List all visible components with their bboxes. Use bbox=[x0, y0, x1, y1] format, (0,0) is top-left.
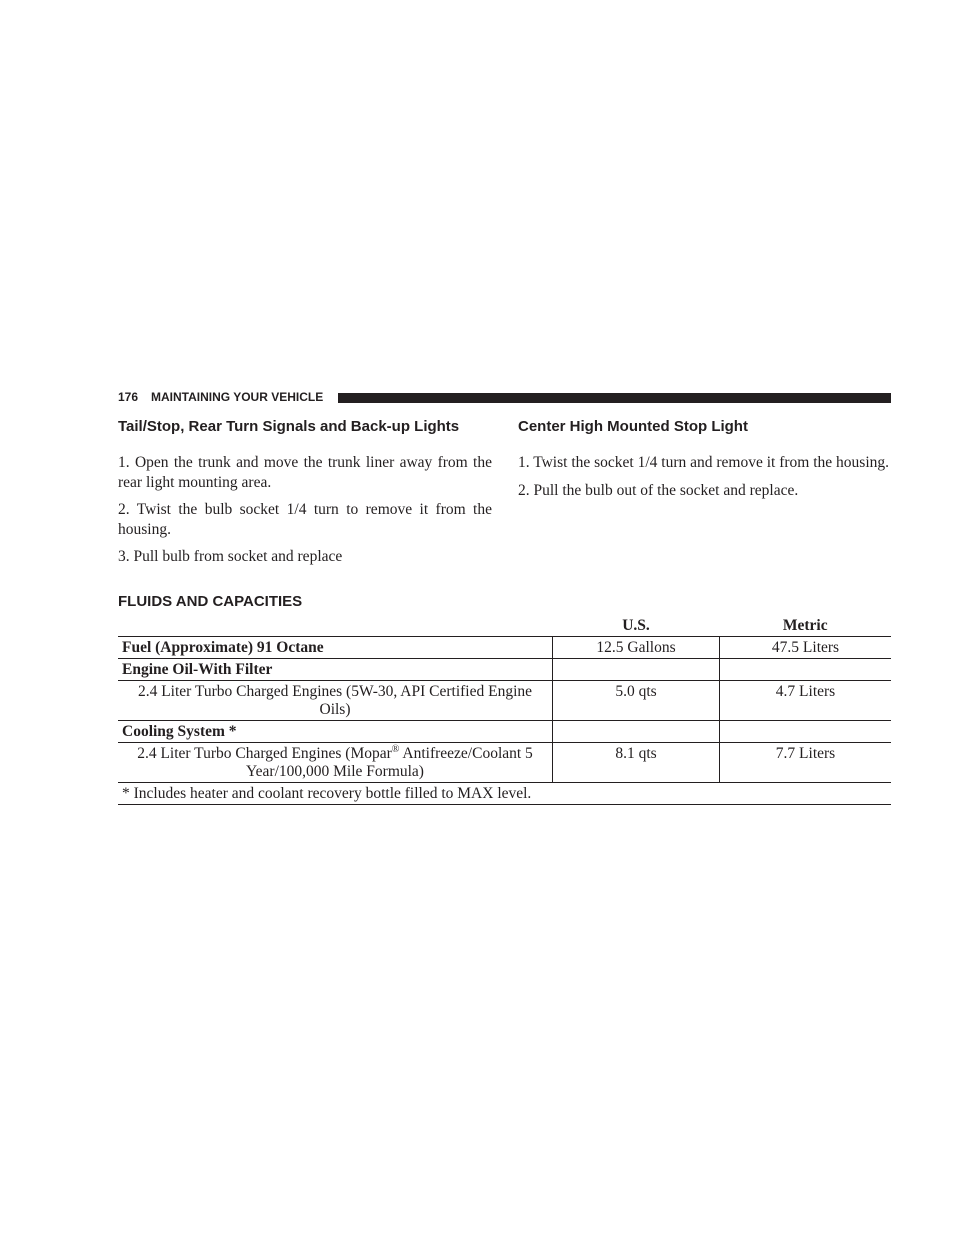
left-step-2: 2. Twist the bulb socket 1/4 turn to remove it from the housing. bbox=[118, 501, 492, 538]
page-number: 176 bbox=[118, 390, 139, 404]
left-step-1: 1. Open the trunk and move the trunk liner away from the rear light mounting area. bbox=[118, 454, 492, 491]
header-rule-bar bbox=[338, 393, 891, 403]
row-us-value: 12.5 Gallons bbox=[553, 637, 720, 659]
table-header-row bbox=[118, 615, 891, 637]
table-row bbox=[118, 681, 891, 721]
row-us-value: 8.1 qts bbox=[553, 743, 720, 783]
table-row bbox=[118, 721, 891, 743]
desc-part-1: 2.4 Liter Turbo Charged Engines (Mopar bbox=[137, 745, 392, 762]
table-row bbox=[118, 743, 891, 783]
row-description bbox=[118, 743, 553, 783]
row-us-value bbox=[553, 721, 720, 743]
right-step-1: 1. Twist the socket 1/4 turn and remove it from the housing. bbox=[518, 454, 890, 471]
row-us-value: 5.0 qts bbox=[553, 681, 720, 721]
row-metric-value: 7.7 Liters bbox=[720, 743, 892, 783]
row-description: 2.4 Liter Turbo Charged Engines (5W-30, API Certified Engine Oils) bbox=[118, 681, 553, 721]
tail-stop-lights-heading: Tail/Stop, Rear Turn Signals and Back-up Lights bbox=[118, 418, 460, 435]
row-us-value bbox=[553, 659, 720, 681]
right-step-2: 2. Pull the bulb out of the socket and replace. bbox=[518, 481, 799, 499]
registered-mark: ® bbox=[391, 743, 400, 755]
table-row bbox=[118, 659, 891, 681]
page-header bbox=[118, 390, 891, 406]
row-metric-value: 47.5 Liters bbox=[720, 637, 892, 659]
table-footnote: * Includes heater and coolant recovery bottle filled to MAX level. bbox=[118, 783, 891, 805]
table-footnote-row bbox=[118, 783, 891, 805]
row-metric-value bbox=[720, 659, 892, 681]
row-metric-value bbox=[720, 721, 892, 743]
row-description: Cooling System * bbox=[118, 721, 553, 743]
fluids-capacities-heading: FLUIDS AND CAPACITIES bbox=[118, 593, 303, 610]
row-description: Engine Oil-With Filter bbox=[118, 659, 553, 681]
table-row bbox=[118, 637, 891, 659]
center-stop-light-heading: Center High Mounted Stop Light bbox=[518, 418, 748, 435]
right-column bbox=[518, 418, 892, 508]
row-metric-value: 4.7 Liters bbox=[720, 681, 892, 721]
left-column bbox=[118, 418, 492, 575]
column-header-description bbox=[118, 615, 553, 637]
column-header-us: U.S. bbox=[622, 617, 650, 634]
left-step-3: 3. Pull bulb from socket and replace bbox=[118, 548, 343, 565]
fluids-capacities-table bbox=[118, 615, 891, 805]
desc-part-2: Antifreeze/Coolant 5 Year/100,000 Mile Formula) bbox=[246, 745, 533, 780]
section-title: MAINTAINING YOUR VEHICLE bbox=[151, 390, 324, 404]
row-description: Fuel (Approximate) 91 Octane bbox=[118, 637, 553, 659]
column-header-metric: Metric bbox=[782, 617, 828, 634]
